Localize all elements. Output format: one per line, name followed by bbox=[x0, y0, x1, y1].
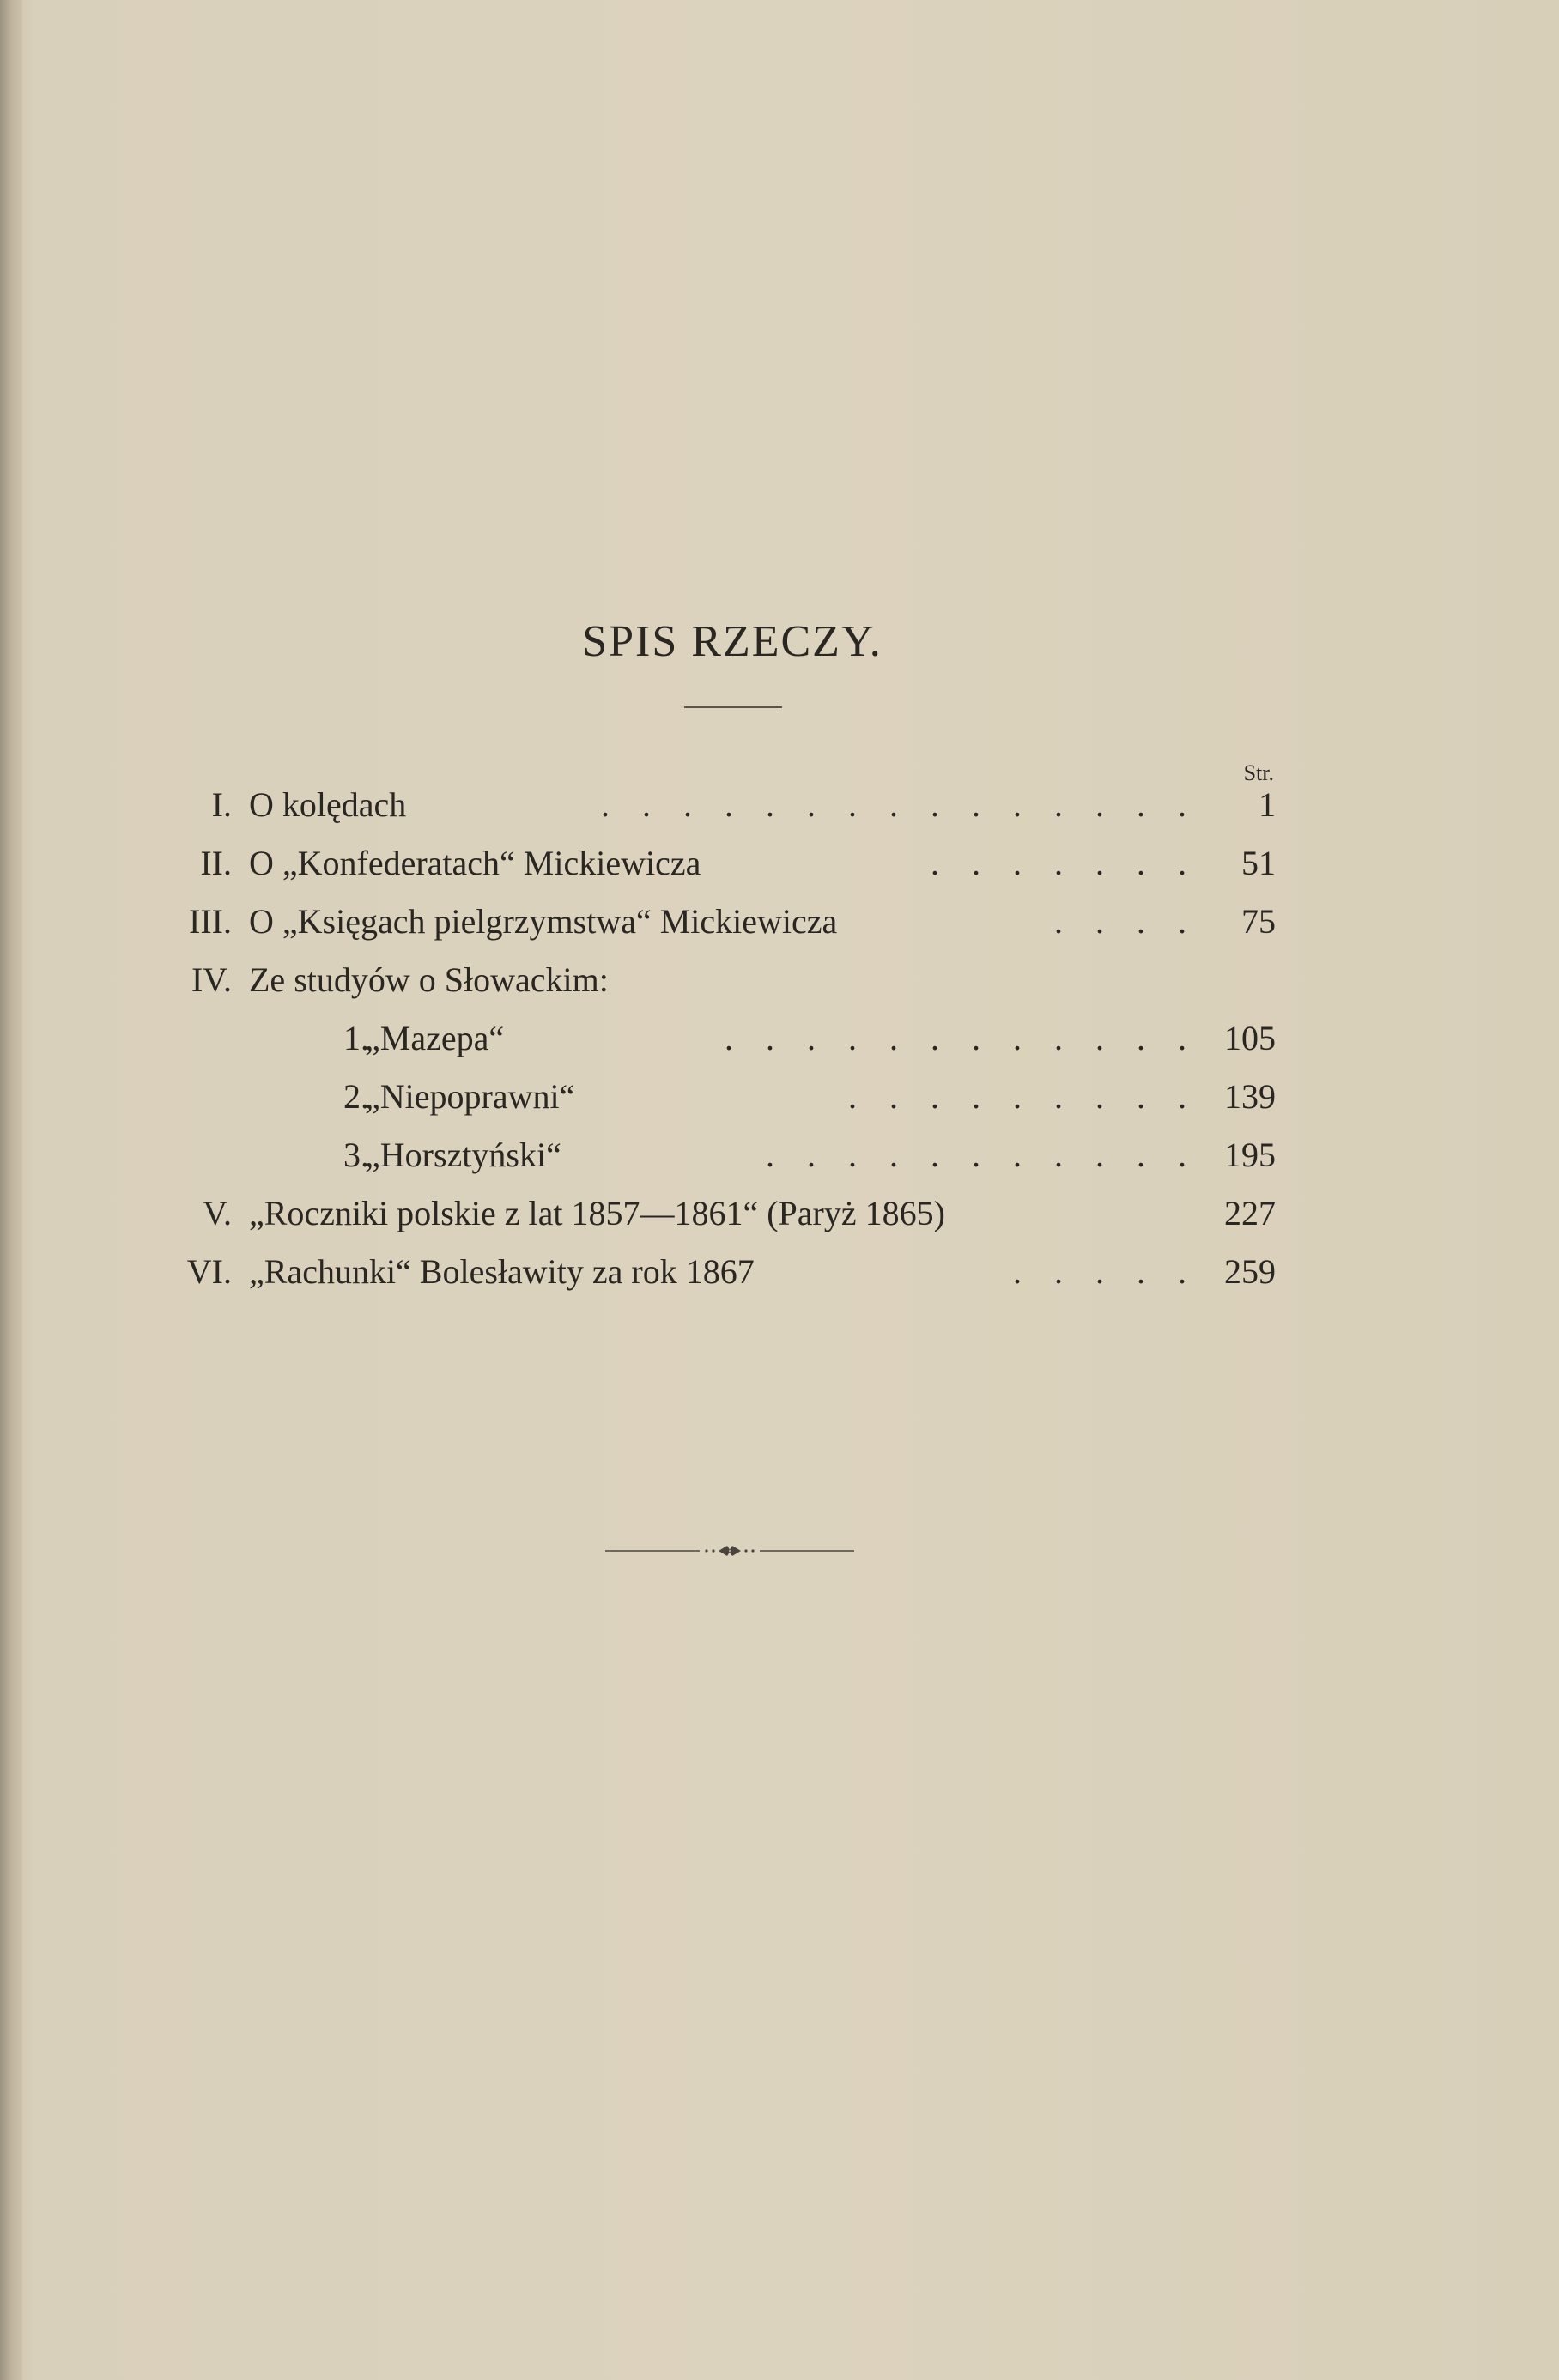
dot-leader: . . . . bbox=[1054, 902, 1198, 941]
toc-entry bbox=[155, 1246, 1276, 1298]
entry-page: 51 bbox=[1241, 844, 1276, 882]
toc-entry bbox=[155, 954, 1276, 1006]
entry-number: II. bbox=[200, 844, 232, 882]
entry-page: 259 bbox=[1224, 1252, 1276, 1291]
entry-title: O „Księgach pielgrzymstwa“ Mickiewicza bbox=[249, 902, 838, 941]
entry-page: 195 bbox=[1224, 1135, 1276, 1174]
toc-entry bbox=[155, 1188, 1276, 1239]
entry-title: „Roczniki polskie z lat 1857—1861“ (Paryż 1865) bbox=[249, 1194, 945, 1232]
entry-number: V. bbox=[203, 1194, 232, 1232]
entry-title: O kolędach bbox=[249, 785, 407, 824]
page-title: SPIS RZECZY. bbox=[582, 617, 883, 666]
entry-number: III. bbox=[189, 902, 232, 941]
entry-title: Ze studyów o Słowackim: bbox=[249, 960, 609, 999]
toc-entry bbox=[155, 896, 1276, 948]
subentry-number: 1. bbox=[343, 1019, 369, 1057]
dot-leader: . . . . . bbox=[1013, 1252, 1198, 1291]
page-column-label: Str. bbox=[1243, 760, 1274, 785]
subentry-number: 3. bbox=[343, 1135, 369, 1174]
entry-number: I. bbox=[211, 785, 232, 824]
subentry-title: „Niepoprawni“ bbox=[365, 1077, 575, 1116]
subentry-title: „Mazepa“ bbox=[365, 1019, 505, 1057]
title-divider bbox=[684, 706, 782, 708]
dot-leader: . . . . . . . . . bbox=[848, 1077, 1198, 1116]
toc-subentry bbox=[155, 1129, 1276, 1181]
dot-leader: . . . . . . . . . . . bbox=[766, 1135, 1198, 1174]
dot-leader: . . . . . . . bbox=[931, 844, 1198, 882]
entry-page: 139 bbox=[1224, 1077, 1276, 1116]
entry-page: 1 bbox=[1259, 785, 1276, 824]
entry-page: 75 bbox=[1241, 902, 1276, 941]
page-spine-edge bbox=[0, 0, 22, 2380]
dot-leader: . . . . . . . . . . . . bbox=[725, 1019, 1198, 1057]
entry-page: 105 bbox=[1224, 1019, 1276, 1057]
entry-title: O „Konfederatach“ Mickiewicza bbox=[249, 844, 701, 882]
entry-number: VI. bbox=[186, 1252, 232, 1291]
entry-number: IV. bbox=[191, 960, 232, 999]
entry-page: 227 bbox=[1224, 1194, 1276, 1232]
entry-title: „Rachunki“ Bolesławity za rok 1867 bbox=[249, 1252, 755, 1291]
toc-entry bbox=[155, 838, 1276, 889]
dot-leader: . . . . . . . . . . . . . . . bbox=[601, 785, 1198, 824]
toc-entry bbox=[155, 779, 1276, 831]
toc-subentry bbox=[155, 1013, 1276, 1064]
toc-subentry bbox=[155, 1071, 1276, 1123]
closing-ornament bbox=[605, 1542, 854, 1559]
subentry-title: „Horsztyński“ bbox=[365, 1135, 561, 1174]
subentry-number: 2. bbox=[343, 1077, 369, 1116]
